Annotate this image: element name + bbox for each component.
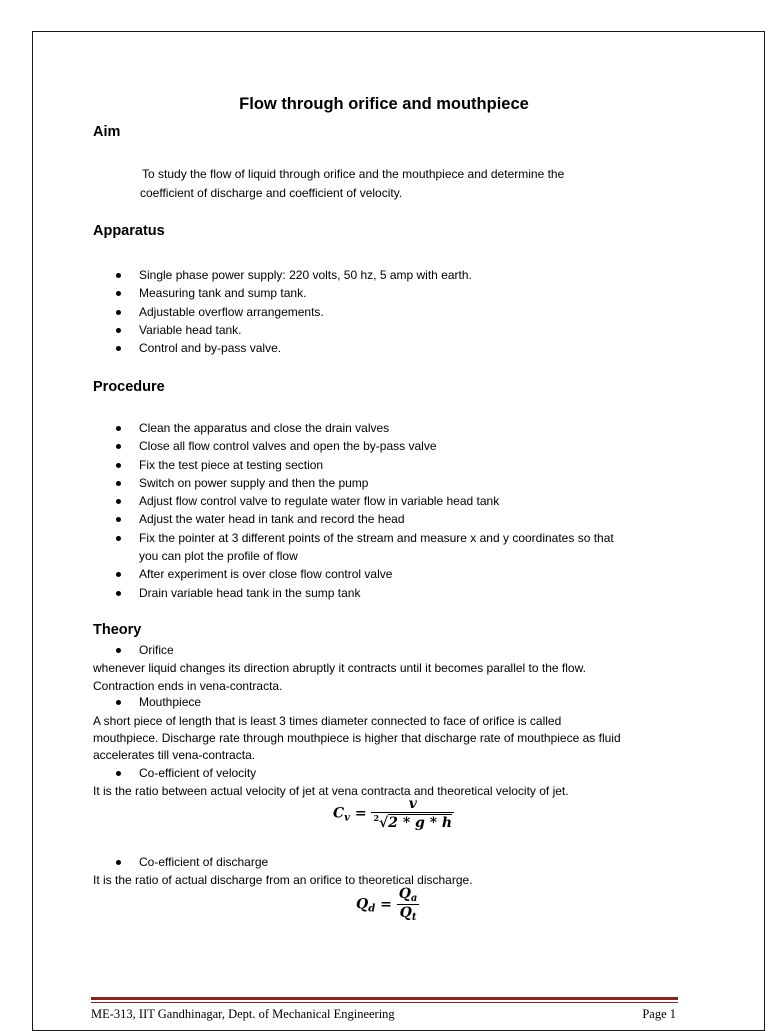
formula-fraction bbox=[371, 796, 454, 831]
orifice-text-line-2: Contraction ends in vena-contracta. bbox=[93, 679, 283, 693]
orifice-text-line-1: whenever liquid changes its direction abruptly it contracts until it becomes parallel to the flow. bbox=[93, 661, 586, 675]
formula-equals: = bbox=[354, 805, 367, 822]
apparatus-heading: Apparatus bbox=[93, 223, 165, 239]
orifice-bullet: Orifice bbox=[110, 643, 174, 657]
list-item: Fix the test piece at testing section bbox=[110, 456, 614, 474]
list-item-continuation: you can plot the profile of flow bbox=[139, 549, 298, 564]
theory-heading: Theory bbox=[93, 622, 142, 638]
aim-heading: Aim bbox=[93, 124, 121, 140]
cv-formula bbox=[333, 796, 454, 831]
list-item: Drain variable head tank in the sump tank bbox=[110, 584, 614, 602]
cd-bullet: Co-efficient of discharge bbox=[110, 855, 268, 869]
document-title: Flow through orifice and mouthpiece bbox=[239, 95, 529, 113]
list-item: After experiment is over close flow control valve bbox=[110, 565, 614, 583]
mouthpiece-text-line-3: accelerates till vena-contracta. bbox=[93, 748, 256, 762]
list-item: Adjustable overflow arrangements. bbox=[110, 303, 472, 321]
list-item: Clean the apparatus and close the drain valves bbox=[110, 419, 614, 437]
list-item: Measuring tank and sump tank. bbox=[110, 284, 472, 302]
cv-bullet: Co-efficient of velocity bbox=[110, 766, 256, 780]
mouthpiece-text-line-2: mouthpiece. Discharge rate through mouthpiece is higher that discharge rate of mouthpiece as fluid bbox=[93, 731, 621, 745]
list-item: Single phase power supply: 220 volts, 50 hz, 5 amp with earth. bbox=[110, 266, 472, 284]
denominator-symbol: Q bbox=[399, 905, 412, 921]
numerator-symbol: Q bbox=[398, 886, 411, 902]
list-item: Adjust flow control valve to regulate water flow in variable head tank bbox=[110, 492, 614, 510]
procedure-heading: Procedure bbox=[93, 379, 165, 395]
footer-rule-thick bbox=[91, 997, 678, 1000]
footer-rule-thin bbox=[91, 1002, 678, 1003]
formula-denominator: $^2$√2 * g * h bbox=[373, 813, 453, 831]
cd-text: It is the ratio of actual discharge from an orifice to theoretical discharge. bbox=[93, 873, 473, 887]
list-item: Close all flow control valves and open the by-pass valve bbox=[110, 437, 614, 455]
formula-lhs-sub: v bbox=[344, 812, 350, 824]
formula-lhs-sub: d bbox=[368, 903, 376, 915]
list-item: Switch on power supply and then the pump bbox=[110, 474, 614, 492]
list-item: Adjust the water head in tank and record the head bbox=[110, 510, 614, 528]
cv-text: It is the ratio between actual velocity of jet at vena contracta and theoretical velocity of jet. bbox=[93, 784, 569, 798]
formula-lhs: Q bbox=[356, 896, 369, 913]
aim-text-line-2: coefficient of discharge and coefficient of velocity. bbox=[140, 186, 403, 200]
formula-equals: = bbox=[380, 896, 392, 913]
mouthpiece-text-line-1: A short piece of length that is least 3 times diameter connected to face of orifice is called bbox=[93, 714, 562, 728]
footer-page-number: Page 1 bbox=[642, 1007, 676, 1021]
root-radicand: 2 * g * h bbox=[388, 815, 453, 831]
formula-lhs: C bbox=[333, 805, 345, 822]
footer-course-info: ME-313, IIT Gandhinagar, Dept. of Mechanical Engineering bbox=[91, 1007, 395, 1021]
aim-text-line-1: To study the flow of liquid through orifice and the mouthpiece and determine the bbox=[142, 167, 565, 181]
mouthpiece-bullet: Mouthpiece bbox=[110, 695, 201, 709]
numerator-sub: a bbox=[410, 893, 418, 904]
cd-formula bbox=[356, 886, 419, 923]
denominator-sub: t bbox=[411, 912, 417, 923]
root-index: 2 bbox=[373, 813, 380, 823]
formula-numerator bbox=[397, 886, 420, 904]
list-item: Control and by-pass valve. bbox=[110, 339, 472, 357]
apparatus-list bbox=[110, 266, 472, 357]
list-item: Fix the pointer at 3 different points of the stream and measure x and y coordinates so that bbox=[110, 529, 614, 547]
formula-numerator: v bbox=[408, 796, 417, 812]
procedure-list bbox=[110, 419, 614, 602]
formula-denominator bbox=[397, 904, 420, 923]
formula-fraction bbox=[397, 886, 420, 923]
list-item: Variable head tank. bbox=[110, 321, 472, 339]
